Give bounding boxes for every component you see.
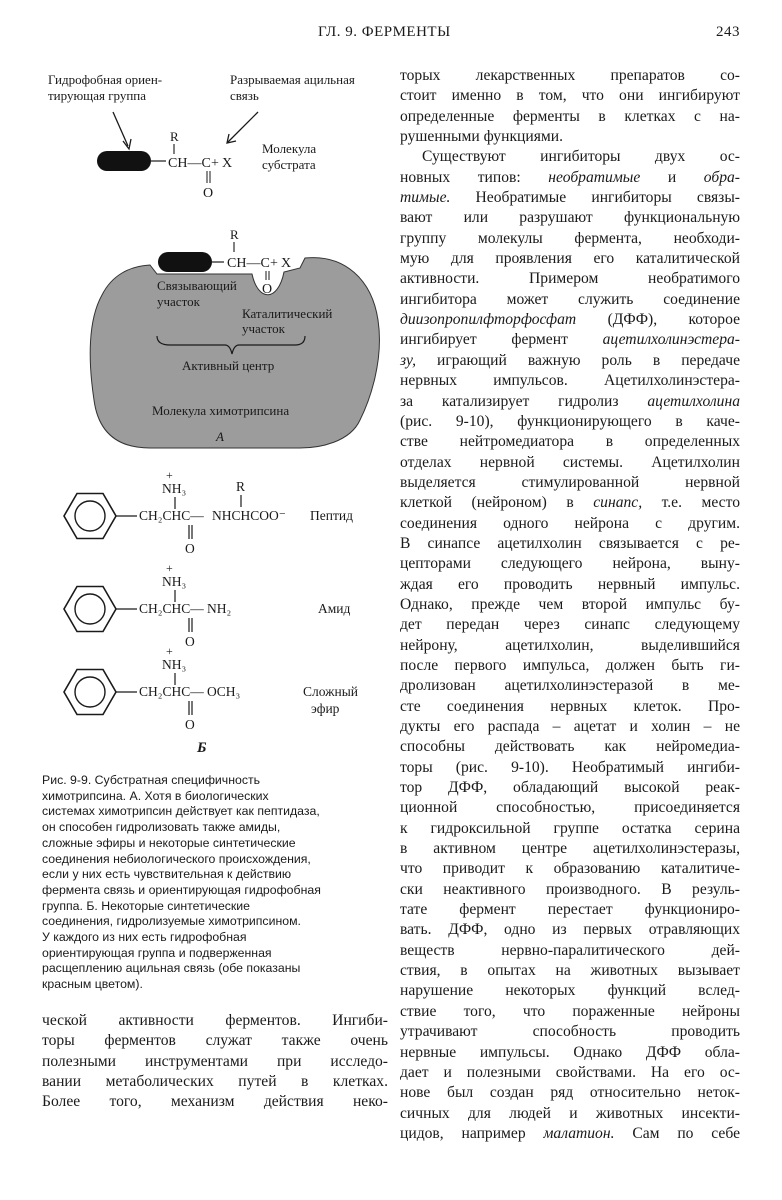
leaving-group: OCH₃: [207, 684, 241, 699]
figure-caption: [42, 773, 387, 993]
running-header-chapter: ГЛ. 9. ФЕРМЕНТЫ: [318, 24, 451, 40]
carbonyl-oxygen: O: [203, 186, 214, 201]
text-run: отделах нервной системы. Ацетилхолин: [400, 453, 740, 471]
italic-term: ацетилхолинэстера-: [602, 331, 740, 349]
text-run: способны действовать как нейромедиа-: [400, 738, 740, 756]
panel-b-letter: Б: [197, 740, 207, 756]
text-run: ционной способностью, присоединяется: [400, 799, 740, 817]
text-run: ствие того, что пораженные нейроны: [400, 1002, 740, 1020]
text-run: к гидроксильной группе остатка серина: [400, 819, 740, 837]
caption-line: расщеплению ацильная связь (обе показаны: [42, 961, 301, 976]
x-group: X: [281, 256, 292, 271]
panel-b: [64, 468, 358, 732]
italic-term: малатион.: [543, 1124, 615, 1142]
aromatic-circle-icon: [75, 677, 105, 707]
caption-line: соединения небиологического происхождения,: [42, 851, 311, 866]
hydrophobic-group-shape: [158, 252, 212, 272]
text-run: цепторами следующего нейрона, выну-: [400, 555, 740, 573]
text-line: [400, 758, 740, 778]
text-run: нове был создан ряд относительно неток-: [400, 1084, 740, 1102]
binding-site-label-line2: участок: [157, 294, 200, 309]
text-line: [400, 880, 740, 900]
text-run: Сам по себе: [614, 1124, 740, 1142]
text-line: [400, 697, 740, 717]
substrate-chain: CH—C: [168, 156, 211, 171]
caption-line: Рис. 9-9. Субстратная специфичность: [42, 773, 261, 787]
text-line: [400, 1022, 740, 1042]
compound-name: Сложный: [303, 684, 359, 699]
text-run: активности. Примером необратимого: [400, 270, 740, 288]
text-line: [400, 819, 740, 839]
text-run: соединения одного нейрона с другим.: [400, 514, 740, 532]
text-line: [400, 493, 740, 513]
text-line: [400, 290, 740, 310]
text-line: [400, 147, 740, 167]
text-line: [400, 351, 740, 371]
text-run: нарушение некоторых функций вслед-: [400, 982, 740, 1000]
text-line: [400, 1063, 740, 1083]
text-run: дет передан через синапс следующему: [400, 616, 740, 634]
text-run: торы (рис. 9-10). Необратимый ингиби-: [400, 758, 740, 776]
panel-a: [48, 72, 379, 448]
text-run: торы ферментов служат также очень: [42, 1032, 388, 1050]
leaving-group: NH₂: [207, 601, 232, 616]
text-run: клеткой (нейроном) в: [400, 494, 594, 512]
catalytic-site-label-line1: Каталитический: [242, 306, 333, 321]
caption-line: химотрипсина. А. Хотя в биологических: [42, 788, 269, 803]
hydrophobic-label-line2: тирующая группа: [48, 88, 147, 103]
text-run: рушенными функциями.: [400, 128, 564, 146]
binding-site-label-line1: Связывающий: [157, 278, 237, 293]
text-line: [400, 514, 740, 534]
text-run: торых лекарственных препаратов со-: [400, 67, 740, 84]
text-line: [400, 941, 740, 961]
text-run: за катализирует гидролиз: [400, 392, 648, 410]
text-line: [400, 208, 740, 228]
caption-line: красным цветом).: [42, 977, 143, 992]
text-run: тате фермент перестает функциониро-: [400, 901, 740, 919]
text-line: [400, 575, 740, 595]
text-line: [400, 1043, 740, 1063]
substrate-chain: CH—C: [227, 256, 270, 271]
caption-line: соединения, гидролизуемые химотрипсином.: [42, 914, 301, 929]
text-line: [42, 1052, 388, 1072]
text-run: и: [640, 168, 704, 186]
text-line: [400, 330, 740, 350]
italic-term: тимые.: [400, 189, 451, 207]
text-line: [400, 269, 740, 289]
text-line: [42, 1011, 388, 1031]
compound-structure: [64, 561, 351, 649]
text-run: дукты его распада – ацетат и холин – не: [400, 718, 740, 735]
text-line: [400, 615, 740, 635]
text-run: цидов, например: [400, 1124, 544, 1142]
text-line: [42, 1092, 388, 1112]
text-run: ски неактивного производного. В резуль-: [400, 880, 740, 898]
carbonyl-oxygen: O: [185, 634, 195, 649]
text-run: утрачивают способность проводить: [400, 1023, 740, 1041]
text-run: ингибирует фермент: [400, 331, 603, 349]
text-line: [400, 168, 740, 188]
leaving-group: NHCHCOO⁻: [212, 508, 286, 523]
cleavage-mark: +: [270, 256, 278, 271]
text-line: [400, 107, 740, 127]
ammonium-group: NH₃: [162, 574, 187, 589]
compound-structure: [64, 468, 353, 556]
text-run: Необратимые ингибиторы связы-: [450, 189, 740, 207]
text-line: [400, 717, 740, 737]
italic-term: синапс,: [593, 494, 643, 512]
text-line: [400, 920, 740, 940]
italic-term: необратимые: [548, 168, 641, 186]
text-run: Более того, механизм действия неко-: [42, 1093, 388, 1111]
substrate-label-line1: Молекула: [262, 141, 317, 156]
text-run: тор ДФФ, обладающий высокой реак-: [400, 779, 740, 797]
hydrophobic-group-shape: [97, 151, 151, 171]
text-line: [400, 900, 740, 920]
ammonium-group: NH₃: [162, 481, 187, 496]
text-run: играющий важную роль в передаче: [416, 351, 740, 369]
text-line: [400, 188, 740, 208]
italic-term: ацетилхолина: [647, 392, 740, 410]
text-line: [400, 595, 740, 615]
text-line: [400, 432, 740, 452]
text-run: нейрону, ацетилхолин, выделившийся: [400, 636, 740, 654]
charge-plus: +: [166, 561, 173, 575]
text-run: стоит именно в том, что они ингибируют: [400, 87, 740, 105]
text-run: вать. ДФФ, одно из первых отравляющих: [400, 921, 740, 939]
text-line: [400, 961, 740, 981]
text-run: выделяется стимулированной нервной: [400, 473, 740, 491]
compound-name: Пептид: [310, 508, 353, 523]
backbone-chain: CH₂CHC—: [139, 601, 204, 616]
text-line: [400, 554, 740, 574]
text-run: сичных для людей и животных инсекти-: [400, 1104, 740, 1122]
text-line: [42, 1072, 388, 1092]
text-line: [400, 636, 740, 656]
r-group: R: [230, 227, 239, 242]
text-line: [400, 778, 740, 798]
text-run: стве нейтромедиатора в определенных: [400, 433, 740, 451]
text-run: после первого импульса, должен быть ги-: [400, 656, 740, 674]
substrate-label-line2: субстрата: [262, 157, 316, 172]
text-run: (рис. 9-10), функционирующего в каче-: [400, 412, 740, 430]
text-run: веществ нервно-паралитического дей-: [400, 941, 740, 959]
text-line: [400, 534, 740, 554]
bond-label-line1: Разрываемая ацильная: [230, 72, 355, 87]
text-run: нервных импульсов. Ацетилхолинэстера-: [400, 372, 740, 390]
carbonyl-oxygen: O: [262, 282, 273, 297]
text-run: т.е. место: [642, 494, 740, 512]
benzene-ring-icon: [64, 494, 116, 539]
r-group: R: [236, 479, 246, 494]
caption-line: системах химотрипсин действует как пептидаза,: [42, 804, 320, 819]
text-run: ингибитора может служить соединение: [400, 290, 740, 308]
text-line: [400, 798, 740, 818]
text-run: что приводит к образованию каталитиче-: [400, 860, 740, 878]
catalytic-site-label-line2: участок: [242, 321, 285, 336]
page-number: 243: [716, 24, 740, 40]
text-line: [42, 1031, 388, 1051]
text-line: [400, 1124, 740, 1144]
r-group: R: [170, 129, 179, 144]
text-line: [400, 737, 740, 757]
arrow-icon: [228, 112, 258, 142]
charge-plus: +: [166, 644, 173, 658]
compound-structure: [64, 644, 358, 732]
text-line: [400, 66, 740, 86]
panel-a-letter: А: [216, 429, 224, 444]
aromatic-circle-icon: [75, 501, 105, 531]
caption-line: сложные эфиры и некоторые синтетические: [42, 835, 296, 850]
caption-line: группа. Б. Некоторые синтетические: [42, 898, 251, 913]
text-run: вании метаболических путей в клетках.: [42, 1073, 388, 1091]
arrow-icon: [113, 112, 128, 146]
ammonium-group: NH₃: [162, 657, 187, 672]
active-center-label: Активный центр: [182, 358, 275, 373]
text-line: [400, 310, 740, 330]
text-run: дает и полезными свойствами. На его ос-: [400, 1063, 740, 1081]
right-column-text: [400, 66, 740, 1144]
text-run: новных типов:: [400, 168, 549, 186]
text-run: Однако, прежде чем второй импульс бу-: [400, 595, 740, 613]
text-run: определенные ферменты в клетках с на-: [400, 107, 740, 125]
backbone-chain: CH₂CHC—: [139, 684, 204, 699]
caption-line: фермента связь и ориентирующая гидрофобная: [42, 882, 321, 897]
benzene-ring-icon: [64, 587, 116, 632]
text-run: мую для проявления его каталитической: [400, 250, 740, 268]
italic-term: зу,: [400, 351, 417, 369]
text-run: ждая его проводить нервный импульс.: [400, 575, 740, 593]
text-line: [400, 1083, 740, 1103]
backbone-chain: CH₂CHC—: [139, 508, 204, 523]
benzene-ring-icon: [64, 670, 116, 715]
cleavage-mark: +: [211, 156, 219, 171]
text-line: [400, 859, 740, 879]
text-run: ческой активности ферментов. Ингиби-: [42, 1012, 388, 1029]
italic-term: обра-: [703, 168, 740, 186]
text-line: [400, 249, 740, 269]
text-line: [400, 676, 740, 696]
text-line: [400, 839, 740, 859]
text-run: сте соединения нервных клеток. Про-: [400, 697, 740, 715]
caption-line: У каждого из них есть гидрофобная: [42, 930, 247, 945]
text-run: ствия, в опытах на животных вызывает: [400, 962, 740, 980]
text-run: группу молекулы фермента, необходи-: [400, 229, 740, 247]
aromatic-circle-icon: [75, 594, 105, 624]
left-column-text: [42, 1011, 388, 1113]
text-run: в активном центре ацетилхолинэстеразы,: [400, 840, 740, 858]
x-group: X: [222, 156, 233, 171]
text-run: В синапсе ацетилхолин связывается с ре-: [400, 534, 740, 552]
italic-term: диизопропилфторфосфат: [400, 311, 577, 329]
text-run: нервные импульсы. Однако ДФФ обла-: [400, 1043, 740, 1061]
text-line: [400, 392, 740, 412]
compound-name: Амид: [318, 601, 351, 616]
carbonyl-oxygen: O: [185, 541, 195, 556]
text-line: [400, 229, 740, 249]
text-line: [400, 453, 740, 473]
figure-9-9: [0, 0, 400, 770]
text-run: дролизован ацетилхолинэстеразой в ме-: [400, 677, 740, 695]
text-line: [400, 1002, 740, 1022]
text-line: [400, 981, 740, 1001]
text-line: [400, 656, 740, 676]
text-run: Существуют ингибиторы двух ос-: [422, 148, 740, 166]
text-run: полезными инструментами при исследо-: [42, 1052, 388, 1070]
text-line: [400, 127, 740, 147]
hydrophobic-label-line1: Гидрофобная ориен-: [48, 72, 163, 87]
caption-line: ориентирующая группа и подверженная: [42, 945, 272, 960]
text-line: [400, 473, 740, 493]
text-line: [400, 412, 740, 432]
compound-name: эфир: [311, 701, 340, 716]
charge-plus: +: [166, 468, 173, 482]
caption-line: если у них есть чувствительная к действию: [42, 867, 292, 882]
text-line: [400, 371, 740, 391]
bond-label-line2: связь: [230, 88, 259, 103]
text-line: [400, 86, 740, 106]
text-line: [400, 1104, 740, 1124]
enzyme-label: Молекула химотрипсина: [152, 403, 290, 418]
text-run: (ДФФ), которое: [576, 311, 740, 329]
text-run: вают или разрушают функциональную: [400, 209, 740, 227]
carbonyl-oxygen: O: [185, 717, 195, 732]
caption-line: он способен гидролизовать также амиды,: [42, 820, 281, 835]
